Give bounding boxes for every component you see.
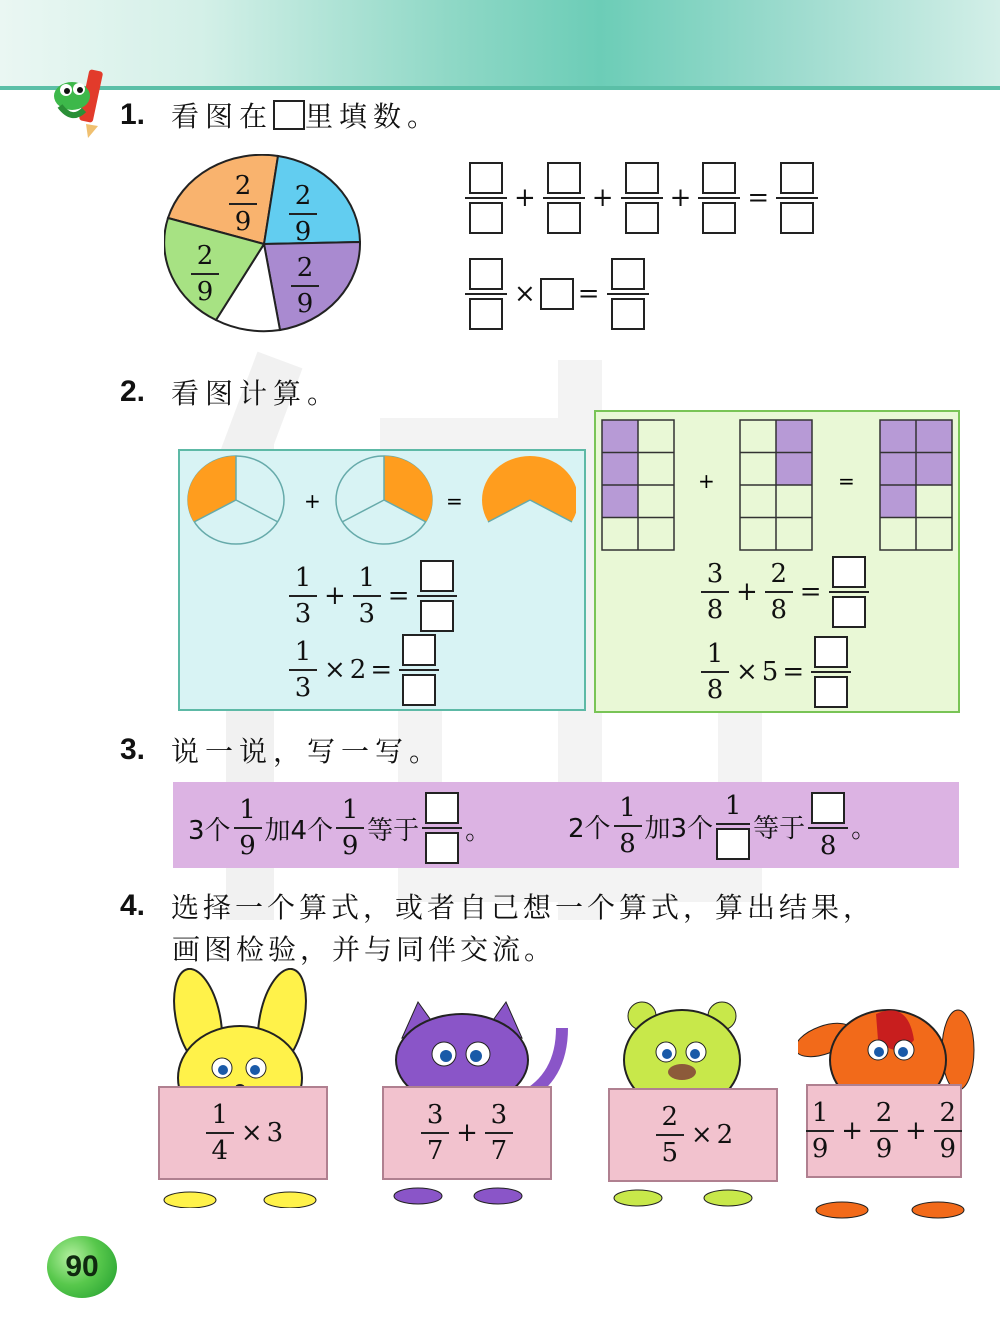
grid-five-eighths [880, 420, 952, 550]
blank-fraction[interactable] [422, 792, 462, 864]
q2-right-eq: = [838, 469, 855, 493]
blank-box[interactable] [540, 278, 574, 310]
q2-grid-diagram [600, 418, 954, 552]
q2-left-plus: + [304, 489, 321, 513]
header-divider [0, 86, 1000, 90]
q2-right-equation-2: $\frac{1}{8}$ × 5 = [698, 636, 854, 708]
q1-title [120, 95, 441, 135]
header-banner [0, 0, 1000, 86]
q3-number: 3. [120, 733, 146, 766]
blank-fraction[interactable] [399, 634, 439, 706]
q2-left-eq: = [446, 489, 463, 513]
pie-label-blue: 2 9 [289, 182, 317, 246]
blank-fraction[interactable] [811, 636, 851, 708]
circle-two-thirds [482, 456, 576, 545]
q2-title-text: 看图计算。 [171, 377, 342, 410]
pie-label-orange: 2 9 [229, 172, 257, 236]
q2-number: 2. [120, 375, 146, 408]
blank-box[interactable] [716, 828, 750, 860]
grid-three-eighths [602, 420, 674, 550]
q2-circle-diagram [186, 454, 576, 550]
q1-number: 1. [120, 98, 146, 131]
expression-card-2[interactable]: $\frac{3}{7}$ + $\frac{3}{7}$ [382, 1086, 552, 1180]
blank-fraction[interactable] [543, 162, 585, 234]
q4-title-line1: 选择一个算式，或者自己想一个算式，算出结果， [171, 891, 876, 924]
blank-fraction[interactable] [417, 560, 457, 632]
blank-box[interactable] [811, 792, 845, 824]
q4-title [120, 886, 875, 926]
expression-card-3[interactable]: $\frac{2}{5}$ × 2 [608, 1088, 778, 1182]
q2-right-plus: + [698, 469, 715, 493]
blank-fraction[interactable] [698, 162, 740, 234]
circle-one-third-a [188, 456, 284, 544]
expression-card-4[interactable]: $\frac{1}{9}$ + $\frac{2}{9}$ + $\frac{2}{9}$ [806, 1084, 962, 1178]
q1-multiplication-equation: × = [462, 258, 652, 330]
page-number: 90 [65, 1250, 99, 1283]
blank-fraction[interactable] [465, 258, 507, 330]
q1-title-text-before: 看图在 [171, 100, 274, 133]
q4-title-line2: 画图检验，并与同伴交流。 [172, 933, 557, 966]
pie-label-green: 2 9 [191, 242, 219, 306]
q3-title [120, 730, 443, 770]
q2-right-equation-1: $\frac{3}{8}$ + $\frac{2}{8}$ = [698, 556, 872, 628]
q2-title [120, 372, 341, 412]
blank-fraction[interactable] [829, 556, 869, 628]
q2-left-equation-1: $\frac{1}{3}$ + $\frac{1}{3}$ = [286, 560, 460, 632]
blank-fraction[interactable] [621, 162, 663, 234]
pie-label-purple: 2 9 [291, 254, 319, 318]
q4-number: 4. [120, 889, 146, 922]
expression-card-1[interactable]: $\frac{1}{4}$ × 3 [158, 1086, 328, 1180]
circle-one-third-b [336, 456, 432, 544]
q3-sentence-2: 2个 $\frac{1}{8}$ 加3个 1 等于 8 。 [568, 791, 878, 861]
blank-fraction[interactable] [465, 162, 507, 234]
q1-addition-equation: + + + = [462, 162, 821, 234]
q3-title-text: 说一说，写一写。 [171, 735, 444, 768]
grid-two-eighths [740, 420, 812, 550]
pencil-mascot-icon [50, 66, 110, 138]
q3-sentence-1: 3个 $\frac{1}{9}$ 加4个 $\frac{1}{9}$ 等于 。 [188, 792, 491, 864]
blank-fraction[interactable] [607, 258, 649, 330]
q1-title-box [273, 100, 305, 130]
page-number-badge [47, 1236, 117, 1298]
q1-title-text-after: 里填数。 [305, 100, 442, 133]
q2-left-equation-2: $\frac{1}{3}$ × 2 = [286, 634, 442, 706]
blank-fraction[interactable] [776, 162, 818, 234]
